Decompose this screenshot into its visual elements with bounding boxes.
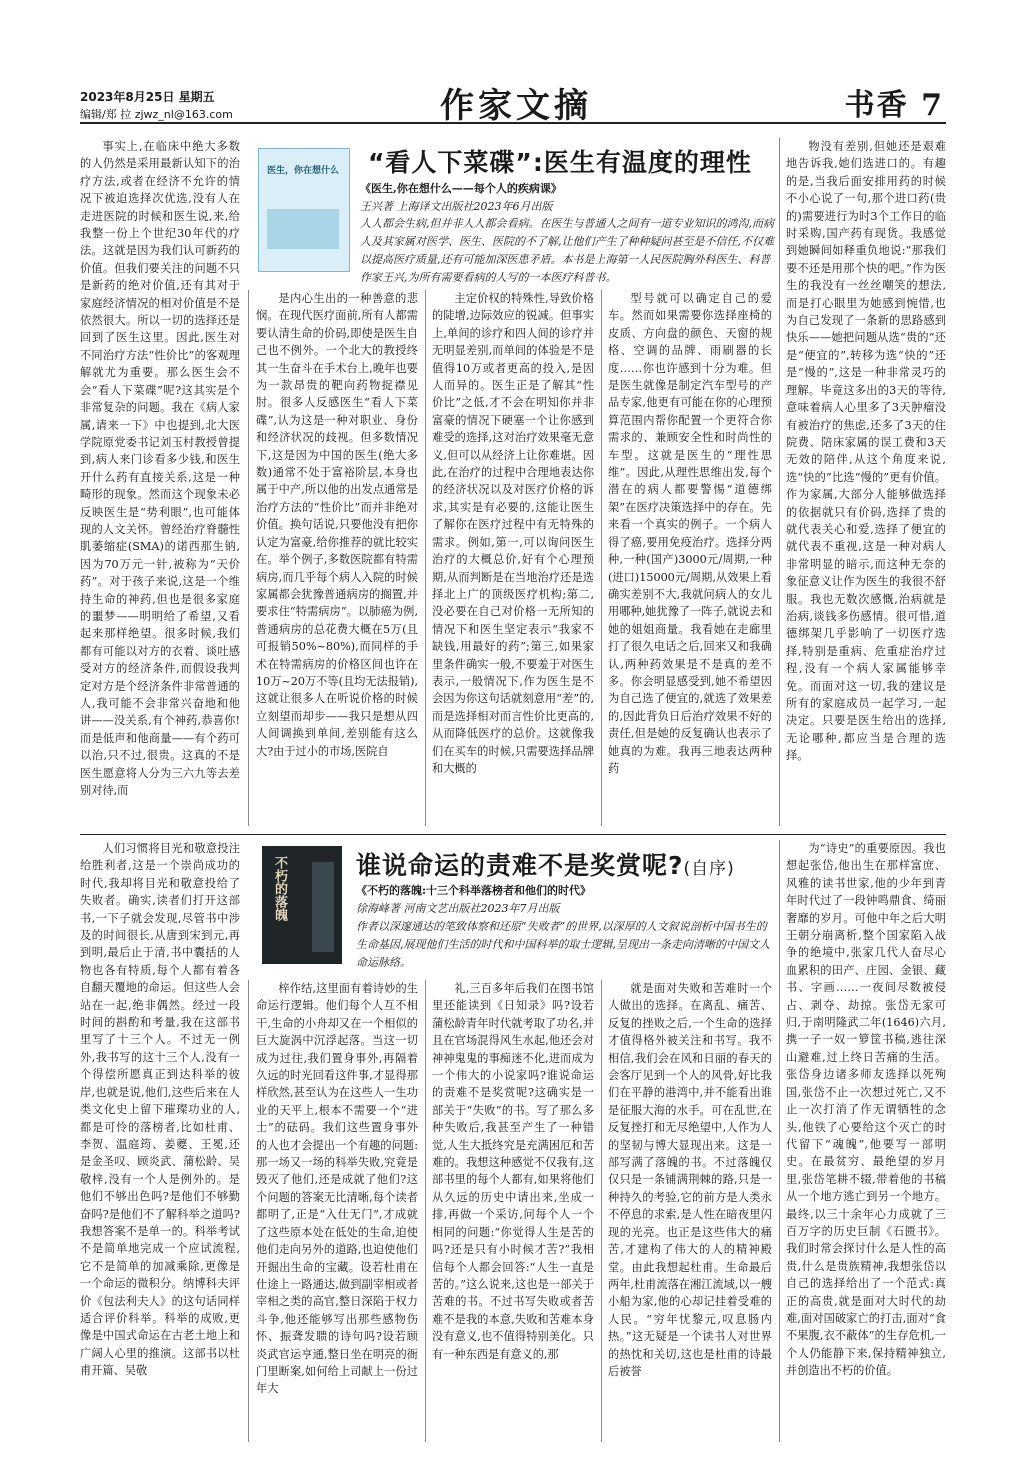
article2-intro: 作者以深邃通达的笔致体察和还原“失败者”的世界,以深厚的人文叙说剖析中国书生的生命基因,展现他们生活的时代和中国科举的取士逻辑,呈现出一条走向清晰的中国文人命运脉络。: [356, 920, 770, 969]
article1-column-4-text: 型号就可以确定自己的爱车。然而如果需要你选择座椅的皮质、方向盘的颜色、天窗的规格、空调的品牌、雨刷器的长度……你也许感到十分为难。但是医生就像是制定汽车型号的产品专家,他更有可能在你的心理预算范围内帮你配置一个更符合你需求的、兼顾安全性和时尚性的车型。这就是医生的“理性思维”。因此,从理性思维出发,每个潜在的病人都要警惕“道德绑架”在医疗决策选择中的存在。先来看一个真实的例子。一个病人得了癌,要用免疫治疗。选择分两种,一种(国产)3000元/周期,一种(进口)15000元/周期,从效果上看确实差别不大,我就问病人的女儿用哪种,她犹豫了一阵子,就说去和她的姐姐商量。我看她在走廊里打了很久电话之后,回来又和我确认,两种药效果是不是真的差不多。你会明显感受到,她不希望因为自己选了便宜的,就选了效果差的,因此背负日后治疗效果不好的责任,但是她的反复确认也表示了她真的为难。我再三地表达两种药: [608, 292, 772, 775]
article1-column-5-text: 物没有差别,但她还是艰难地告诉我,她们选进口的。有趣的是,当我后面安排用药的时候不小心说了一句,那个进口药(贵的)需要进行为时3个工作日的临时采购,国产药有现货。我感觉到她瞬间如释重负地说:“那我们要不还是用那个快的吧。”作为医生的我没有一丝丝嘲笑的想法,而是打心眼里为她感到惋惜,也为自己发现了一条新的思路感到快乐——她把问题从选“贵的”还是“便宜的”,转移为选“快的”还是“慢的”,这是一种非常灵巧的理解。毕竟这多出的3天的等待,意味着病人心里多了3天肿瘤没有被治疗的焦虑,还多了3天的住院费、陪床家属的误工费和3天无效的陪伴,从这个角度来说,选“快的”比选“慢的”更有价值。作为家属,大部分人能够做选择的依据就只有价码,选择了贵的就代表关心和爱,选择了便宜的就代表不重视,这是一种对病人非常明显的暗示,而这种无奈的象征意义让作为医生的我很不舒服。我也无数次感慨,治病就是治病,谈钱多伤感情。很可惜,道德绑架几乎影响了一切医疗选择,特别是重病、危重症治疗过程,没有一个病人家属能够幸免。而面对这一切,我的建议是所有的家庭成员一起学习,一起决定。只要是医生给出的选择,无论哪种,都应当是合理的选择。: [786, 140, 946, 763]
issue-date: 2023年8月25日 星期五: [80, 90, 215, 104]
article2-column-5: [786, 840, 946, 1442]
article1-column-1-text: 事实上,在临床中绝大多数的人仍然是采用最新认知下的治疗方法,或者在经济不允许的情况下被迫选择次优选,没有人在走进医院的时候和医生说,来,给我整一份上个世纪30年代的疗法。这就是因为我们认可新药的价值。但我们要关注的问题不只是新药的绝对价值,还有其对于家庭经济情况的相对价值是不是依然很大。所以一切的选择还是回到了医生这里。因此,医生对不同治疗方法“性价比”的客观理解就尤为重要。那么医生会不会“看人下菜碟”呢?这其实是个非常复杂的问题。我在《病人家属,请来一下》中也提到,北大医学院原党委书记刘玉村教授曾提到,病人来门诊看多少钱,和医生开什么药有直接关系,这是一种畸形的现象。然而这个现象未必反映医生是“势利眼”,也可能体现的人文关怀。曾经治疗脊髓性肌萎缩症(SMA)的诺西那生钠,因为70万元一针,被称为“天价药”。对于孩子来说,这是一个维持生命的神药,但也是很多家庭的噩梦——明明给了希望,又看起来那样绝望。很多时候,我们都有可能以对方的衣着、谈吐感受对方的经济条件,而假设我判定对方是个经济条件非常普通的人,我可能不会非常兴奋地和他讲——没关系,有个神药,恭喜你!而是低声和他商量——有个药可以治,只不过,很贵。这真的不是医生愿意将人分为三六九等去差别对待,而: [80, 140, 240, 798]
article1-column-3: [432, 290, 594, 826]
article1-title: “看人下菜碟”:医生有温度的理性: [368, 148, 752, 177]
article2-column-3: [432, 980, 594, 1442]
column-divider: [425, 290, 426, 826]
article1-column-1: [80, 138, 240, 826]
article2-column-2-text: 梓作结,这里面有着诗妙的生命运行逻辑。他们每个人互不相干,生命的小舟却又在一个相似的巨大旋涡中沉浮起落。当这一切成为过往,我们置身事外,再隔着久远的时光回看这件事,才显得那样欣然,甚至认为在这些人一生功业的天平上,根本不需要一个“进士”的砝码。我们这些置身事外的人也才会提出一个有趣的问题:那一场又一场的科举失败,究竟是毁灭了他们,还是成就了他们?这个问题的答案无比清晰,每个读者都明了,正是“入仕无门”,才成就了这些原本处在低处的生命,迫使他们走向另外的道路,也迫使他们开掘出生命的宝藏。设若杜甫在仕途上一路通达,做到副宰相或者宰相之类的高官,整日深陷于权力斗争,他还能够写出那些感物伤怀、振聋发聩的诗句吗?设若顾炎武官运亨通,整日坐在明亮的衙门里断案,如何给上司献上一份过年大: [256, 982, 418, 1396]
article-separator: [80, 834, 946, 835]
article2-column-4: [608, 980, 772, 1442]
book-cover-1-title: 医生，你在想什么: [267, 166, 340, 176]
column-divider: [248, 980, 249, 1442]
article2-title-suffix: (自序): [683, 859, 735, 879]
article2-book-title: 《不朽的落魄:十三个科举落榜者和他们的时代》: [356, 884, 592, 897]
article2-column-3-text: 礼,三百多年后我们在图书馆里还能读到《日知录》吗?设若蒲松龄青年时代就考取了功名,并且在官场混得风生水起,他还会对神神鬼鬼的事痴迷不化,进而成为一个伟大的小说家吗?谁说命运的责难不是奖赏呢?这确实是一部关于“失败”的书。写了那么多种失败后,我甚至产生了一种错觉,人生大抵终究是充满困厄和苦难的。我想这种感觉不仅我有,这部书里的每个人都有,如果将他们从久远的历史中请出来,坐成一排,再做一个采访,问每个人一个相同的问题:“你觉得人生是苦的吗?还是只有小时候才苦?”我相信每个人都会回答:“人生一直是苦的。”这么说来,这也是一部关于苦难的书。不过书写失败或者苦难不是我的本意,失败和苦难本身没有意义,也不值得特别美化。只有一种东西是有意义的,那: [432, 982, 594, 1361]
article2-title-text: 谁说命运的责难不是奖赏呢?: [356, 851, 684, 880]
column-divider: [779, 138, 780, 826]
header-rule: [80, 122, 946, 124]
book-cover-1-band: [267, 209, 339, 249]
article2-column-2: [256, 980, 418, 1442]
article2-book-info: 徐海峰著 河南文艺出版社2023年7月出版: [356, 902, 560, 915]
article1-column-2-text: 是内心生出的一种善意的悲悯。在现代医疗面前,所有人都需要认清生命的价码,即使是医生自己也不例外。一个北大的教授终其一生奋斗在手术台上,晚年也要为一款昂贵的靶向药物捉襟见肘。很多人反感医生“看人下菜碟”,认为这是一种对职业、身份和经济状况的歧视。但多数情况下,这是因为中国的医生(绝大多数)通常不处于富裕阶层,本身也属于中产,所以他的出发点通常是治疗方法的“性价比”而并非绝对价值。换句话说,只要他没有把你认定为富豪,给你推荐的就比较实在。举个例子,多数医院都有特需病房,而几乎每个病人入院的时候家属都会犹豫普通病房的搁置,并要求住“特需病房”。以肺癌为例,普通病房的总花费大概在5万(且可报销50%~80%),而同样的手术在特需病房的价格区间也许在10万~20万不等(且均无法报销),这就让很多人在听说价格的时候立刻望而却步——我只是想从四人间调换到单间,差别能有这么大?由于过小的市场,医院自: [256, 292, 418, 758]
book-cover-2: [262, 846, 342, 964]
column-divider: [779, 840, 780, 1442]
article2-title: [356, 846, 735, 882]
book-cover-1: [258, 148, 350, 272]
section-title: 书香 7: [844, 88, 944, 123]
book-cover-2-title: 不朽的落魄: [272, 856, 287, 921]
article2-column-1: [80, 840, 240, 1442]
masthead: 作家文摘: [440, 86, 592, 126]
article1-book-title: 《医生,你在想什么——每个人的疾病课》: [360, 182, 562, 195]
column-divider: [425, 980, 426, 1442]
editor-credit: 编辑/郑 拉 zjwz_nl@163.com: [80, 108, 233, 121]
article2-column-5-text: 为“诗史”的重要原因。我也想起张岱,他出生在那样富庶、风雅的读书世家,他的少年到青年时代过了一段钟鸣鼎食、绮丽奢靡的岁月。可他中年之后大明王朝分崩离析,整个国家陷入战争的绝境中,张家几代人奋尽心血累积的田产、庄园、金银、藏书、字画……一夜间尽数被侵占、剥夺、劫掠。张岱无家可归,于南明隆武二年(1646)六月,携一子一奴一箩筐书稿,逃往深山避难,过上终日苦痛的生活。张岱身边诸多师友选择以死殉国,张岱不止一次想过死亡,又不止一次打消了作无谓牺牲的念头,他铁了心要给这个灭亡的时代留下“魂魄”,他要写一部明史。在最贫穷、最绝望的岁月里,张岱笔耕不辍,带着他的书稿从一个地方逃亡到另一个地方。最终,以三十余年心力成就了三百万字的历史巨制《石匮书》。我们时常会探讨什么是人性的高贵,什么是贵族精神,我想张岱以自己的选择给出了一个范式:真正的高贵,就是面对大时代的劫难,面对国破家亡的打击,面对“食不果腹,衣不蔽体”的生存危机,一个人仍能静下来,保持精神独立,并创造出不朽的价值。: [786, 842, 946, 1378]
article1-book-info: 王兴著 上海译文出版社2023年6月出版: [360, 200, 553, 213]
column-divider: [248, 290, 249, 826]
article2-column-1-text: 人们习惯将目光和敬意投注给胜利者,这是一个崇尚成功的时代,我却将目光和敬意投给了失败者。确实,读者们打开这部书,一下子就会发现,尽管书中涉及的时间很长,从唐到宋到元,再到明,最后止于清,书中囊括的人物也各有特质,每个人都有着各自翻天覆地的命运。但这些人会站在一起,绝非偶然。经过一段时间的斟酌和考量,我在这部书里写了十三个人。不过无一例外,我书写的这十三个人,没有一个得偿所愿真正到达科举的彼岸,也就是说,他们,这些后来在人类文化史上留下璀璨功业的人,都是可怜的落榜者,比如杜甫、李贺、温庭筠、姜夔、王冕,还是金圣叹、顾炎武、蒲松龄、吴敬梓,没有一个人是例外的。是他们不够出色吗?是他们不够勤奋吗?是他们不了解科举之道吗?我想答案不是单一的。科举考试不是简单地完成一个应试流程,它不是简单的加减乘除,更像是一个命运的微积分。纳博科夫评价《包法利夫人》的这句话同样适合评价科举。科举的成败,更像是中国式命运在古老土地上和广阔人心里的推演。这部书以杜甫开篇、吴敬: [80, 842, 240, 1378]
article1-column-5: [786, 138, 946, 826]
article1-column-3-text: 主定价权的特殊性,导致价格的陡增,边际效应的锐减。但事实上,单间的诊疗和四人间的诊疗并无明显差别,而单间的体验是不是值得10万或者更高的投入,是因人而异的。医生正是了解其“性价比”之低,才不会在明知你并非富豪的情况下硬塞一个让你感到难受的选择,这对治疗效果毫无意义,但可以从经济上让你难堪。因此,在治疗的过程中合理地表达你的经济状况以及对医疗价格的诉求,其实是有必要的,这能让医生了解你在医疗过程中有无特殊的需求。例如,第一,可以询问医生治疗的大概总价,好有个心理预期,从而判断是在当地治疗还是选择北上广的顶级医疗机构;第二,没必要在自己对价格一无所知的情况下和医生坚定表示“我家不缺钱,用最好的药”;第三,如果家里条件确实一般,不要羞于对医生表示,一般情况下,作为医生是不会因为你这句话就刻意用“差”的,而是选择相对而言性价比更高的,从而降低医疗的总价。这就像我们在买车的时候,只需要选择品牌和大概的: [432, 292, 594, 775]
article1-intro: 人人都会生病,但并非人人都会看病。在医生与普通人之间有一道专业知识的鸿沟,而病人及其家属对医学、医生、医院的不了解,让他们产生了种种疑问甚至是不信任,不仅难以提高医疗质量,还有可能加深医患矛盾。本书是上海第一人民医院胸外科医生、科普作家王兴,为所有需要看病的人写的一本医疗科普书。: [360, 217, 774, 284]
column-divider: [601, 290, 602, 826]
book-cover-2-spine: [312, 862, 334, 952]
column-divider: [601, 980, 602, 1442]
article1-column-4: [608, 290, 772, 826]
article1-column-2: [256, 290, 418, 826]
article2-column-4-text: 就是面对失败和苦难时一个人做出的选择。在离乱、痛苦、反复的挫败之后,一个生命的选择才值得格外被关注和书写。我不相信,我们会在风和日丽的春天的会客厅见到一个人的风骨,好比我们在平静的港湾中,并不能看出谁是征服大海的水手。可在乱世,在反复挫打和无尽绝望中,人作为人的坚韧与博大显现出来。这是一部写满了落魄的书。不过落魄仅仅只是一条铺满荆棘的路,只是一种持久的考验,它的前方是人类永不停息的求索,是人性在暗夜里闪现的光亮。也正是这些伟大的痛苦,才建构了伟大的人的精神殿堂。由此我想起杜甫。生命最后两年,杜甫流落在湘江流域,以一艘小船为家,他的心却记挂着受难的人民。“穷年忧黎元,叹息肠内热。”这无疑是一个读书人对世界的热忱和关切,这也是杜甫的诗最后被誉: [608, 982, 772, 1378]
